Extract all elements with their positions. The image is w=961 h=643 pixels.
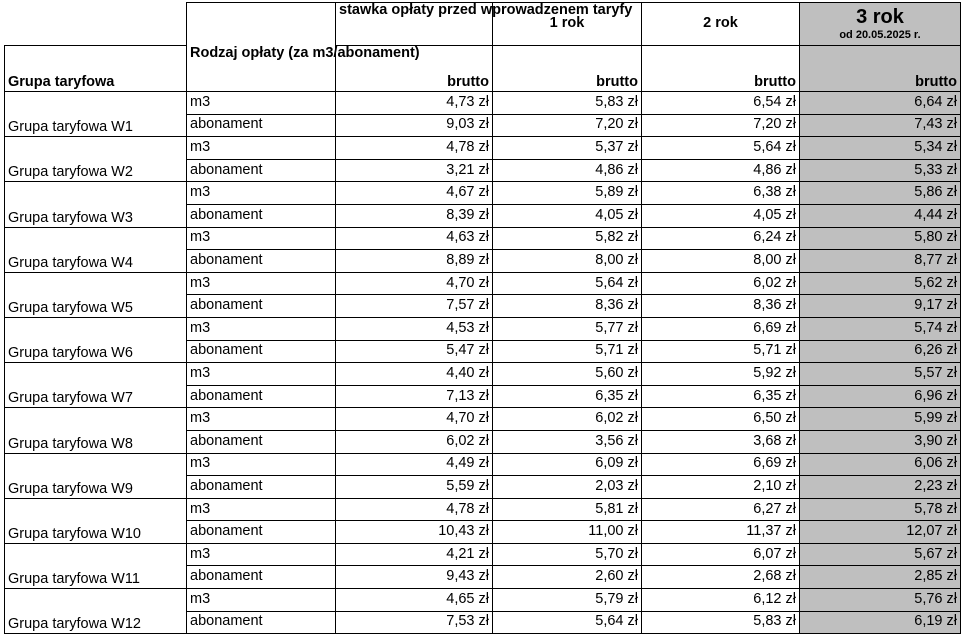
rate-cell: 5,76 zł [800,589,961,612]
group-name: Grupa taryfowa W12 [5,589,187,634]
rate-cell: 6,19 zł [800,611,961,634]
rate-cell: 8,36 zł [493,295,642,318]
rate-cell: 4,05 zł [642,204,800,227]
rate-cell: 4,78 zł [336,498,493,521]
rate-cell: 9,03 zł [336,114,493,137]
table-row [5,182,961,205]
rate-cell: 12,07 zł [800,521,961,544]
rate-cell: 4,67 zł [336,182,493,205]
brutto-year3: brutto [800,46,961,92]
year3-title: 3 rok [856,5,904,28]
table-row [5,92,961,115]
type-column-header: Rodzaj opłaty (za m3/abonament) [187,46,336,92]
rate-cell: 7,43 zł [800,114,961,137]
rate-cell: 4,05 zł [493,204,642,227]
rate-cell: 5,86 zł [800,182,961,205]
brutto-year2: brutto [642,46,800,92]
rate-cell: 5,60 zł [493,363,642,386]
year3-header [800,3,961,46]
table-row [5,137,961,160]
year1-header: 1 rok [493,3,642,46]
fee-type-abonament: abonament [187,430,336,453]
rate-cell: 4,53 zł [336,317,493,340]
year3-note: od 20.05.2025 r. [839,28,921,41]
rate-cell: 8,00 zł [493,250,642,273]
before-tariff-header: stawka opłaty przed wprowadzenem taryfy [336,3,493,46]
fee-type-m3: m3 [187,92,336,115]
rate-cell: 2,60 zł [493,566,642,589]
rate-cell: 7,13 zł [336,385,493,408]
fee-type-abonament: abonament [187,521,336,544]
group-name: Grupa taryfowa W11 [5,543,187,588]
rate-cell: 4,21 zł [336,543,493,566]
rate-cell: 11,37 zł [642,521,800,544]
rate-cell: 6,02 zł [642,272,800,295]
group-name: Grupa taryfowa W3 [5,182,187,227]
rate-cell: 6,54 zł [642,92,800,115]
rate-cell: 5,82 zł [493,227,642,250]
rate-cell: 6,69 zł [642,317,800,340]
table-row [5,543,961,566]
fee-type-abonament: abonament [187,566,336,589]
rate-cell: 5,79 zł [493,589,642,612]
rate-cell: 6,35 zł [642,385,800,408]
rate-cell: 3,21 zł [336,159,493,182]
rate-cell: 8,36 zł [642,295,800,318]
rate-cell: 4,65 zł [336,589,493,612]
brutto-before: brutto [336,46,493,92]
group-name: Grupa taryfowa W7 [5,363,187,408]
rate-cell: 2,03 zł [493,476,642,499]
rate-cell: 3,68 zł [642,430,800,453]
rate-cell: 6,06 zł [800,453,961,476]
rate-cell: 5,92 zł [642,363,800,386]
rate-cell: 7,57 zł [336,295,493,318]
table-row [5,363,961,386]
fee-type-m3: m3 [187,543,336,566]
table-row [5,272,961,295]
fee-type-abonament: abonament [187,611,336,634]
rate-cell: 5,47 zł [336,340,493,363]
rate-cell: 4,63 zł [336,227,493,250]
rate-cell: 7,20 zł [493,114,642,137]
type-header-top [187,3,336,46]
rate-cell: 6,64 zł [800,92,961,115]
rate-cell: 5,80 zł [800,227,961,250]
rate-cell: 5,74 zł [800,317,961,340]
fee-type-abonament: abonament [187,250,336,273]
rate-cell: 5,71 zł [642,340,800,363]
fee-type-m3: m3 [187,408,336,431]
rate-cell: 9,43 zł [336,566,493,589]
rate-cell: 6,09 zł [493,453,642,476]
rate-cell: 3,56 zł [493,430,642,453]
rate-cell: 5,34 zł [800,137,961,160]
rate-cell: 6,69 zł [642,453,800,476]
rate-cell: 4,40 zł [336,363,493,386]
rate-cell: 6,35 zł [493,385,642,408]
group-name: Grupa taryfowa W10 [5,498,187,543]
fee-type-abonament: abonament [187,476,336,499]
fee-type-abonament: abonament [187,340,336,363]
fee-type-abonament: abonament [187,159,336,182]
rate-cell: 6,50 zł [642,408,800,431]
fee-type-m3: m3 [187,363,336,386]
rate-cell: 5,89 zł [493,182,642,205]
header-row-1 [5,3,961,46]
rate-cell: 8,00 zł [642,250,800,273]
group-name: Grupa taryfowa W4 [5,227,187,272]
brutto-year1: brutto [493,46,642,92]
rate-cell: 11,00 zł [493,521,642,544]
fee-type-m3: m3 [187,453,336,476]
fee-type-abonament: abonament [187,295,336,318]
fee-type-m3: m3 [187,137,336,160]
fee-type-abonament: abonament [187,385,336,408]
rate-cell: 5,83 zł [642,611,800,634]
table-row [5,589,961,612]
table-row [5,227,961,250]
rate-cell: 2,10 zł [642,476,800,499]
rate-cell: 4,49 zł [336,453,493,476]
rate-cell: 5,83 zł [493,92,642,115]
rate-cell: 5,81 zł [493,498,642,521]
rate-cell: 10,43 zł [336,521,493,544]
rate-cell: 4,70 zł [336,408,493,431]
rate-cell: 6,24 zł [642,227,800,250]
fee-type-m3: m3 [187,227,336,250]
table-row [5,498,961,521]
rate-cell: 6,26 zł [800,340,961,363]
rate-cell: 5,37 zł [493,137,642,160]
group-column-header: Grupa taryfowa [5,46,187,92]
rate-cell: 5,33 zł [800,159,961,182]
table-row [5,317,961,340]
rate-cell: 6,12 zł [642,589,800,612]
fee-type-m3: m3 [187,182,336,205]
rate-cell: 6,07 zł [642,543,800,566]
rate-cell: 5,57 zł [800,363,961,386]
rate-cell: 5,62 zł [800,272,961,295]
rate-cell: 5,64 zł [493,611,642,634]
fee-type-m3: m3 [187,272,336,295]
group-name: Grupa taryfowa W6 [5,317,187,362]
fee-type-abonament: abonament [187,114,336,137]
rate-cell: 6,02 zł [493,408,642,431]
rate-cell: 5,71 zł [493,340,642,363]
rate-cell: 4,78 zł [336,137,493,160]
rate-cell: 5,64 zł [642,137,800,160]
rate-cell: 5,99 zł [800,408,961,431]
group-name: Grupa taryfowa W9 [5,453,187,498]
group-name: Grupa taryfowa W2 [5,137,187,182]
rate-cell: 9,17 zł [800,295,961,318]
rate-cell: 4,44 zł [800,204,961,227]
table-row [5,408,961,431]
rate-cell: 6,27 zł [642,498,800,521]
header-row-2 [5,46,961,92]
rate-cell: 3,90 zł [800,430,961,453]
rate-cell: 6,38 zł [642,182,800,205]
rate-cell: 2,85 zł [800,566,961,589]
year2-header: 2 rok [642,3,800,46]
fee-type-abonament: abonament [187,204,336,227]
rate-cell: 5,70 zł [493,543,642,566]
fee-type-m3: m3 [187,589,336,612]
table-row [5,453,961,476]
rate-cell: 5,64 zł [493,272,642,295]
rate-cell: 7,20 zł [642,114,800,137]
rate-cell: 4,70 zł [336,272,493,295]
rate-cell: 2,68 zł [642,566,800,589]
group-name: Grupa taryfowa W5 [5,272,187,317]
rate-cell: 6,02 zł [336,430,493,453]
group-name: Grupa taryfowa W8 [5,408,187,453]
rate-cell: 8,77 zł [800,250,961,273]
rate-cell: 5,59 zł [336,476,493,499]
rate-cell: 7,53 zł [336,611,493,634]
rate-cell: 4,86 zł [493,159,642,182]
rate-cell: 8,89 zł [336,250,493,273]
rate-cell: 2,23 zł [800,476,961,499]
rate-cell: 4,86 zł [642,159,800,182]
rate-cell: 5,77 zł [493,317,642,340]
fee-type-m3: m3 [187,317,336,340]
rate-cell: 8,39 zł [336,204,493,227]
corner-empty [5,3,187,46]
rate-cell: 5,78 zł [800,498,961,521]
fee-type-m3: m3 [187,498,336,521]
tariff-table [4,2,961,634]
group-name: Grupa taryfowa W1 [5,92,187,137]
rate-cell: 6,96 zł [800,385,961,408]
rate-cell: 4,73 zł [336,92,493,115]
rate-cell: 5,67 zł [800,543,961,566]
